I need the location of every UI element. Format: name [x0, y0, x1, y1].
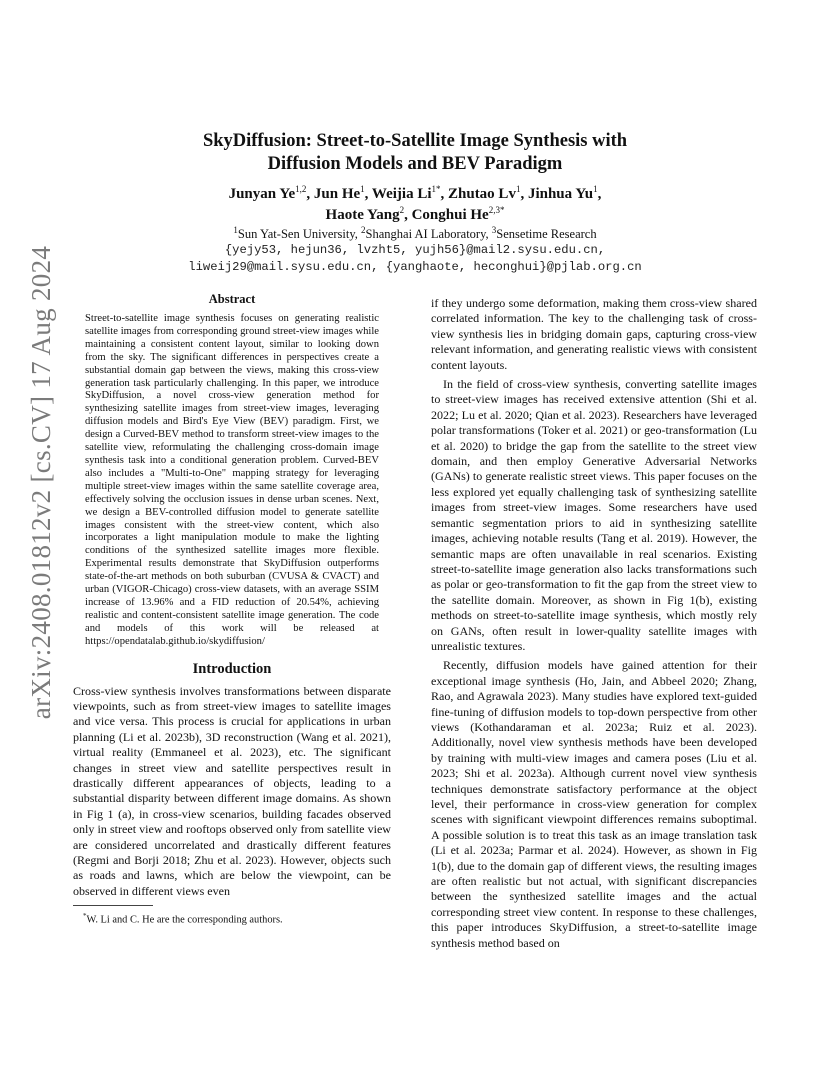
left-column — [73, 292, 391, 927]
author-list — [120, 184, 710, 226]
paper-title — [120, 130, 710, 176]
footnote-mark: * — [83, 912, 87, 921]
author-affil-mark: 2 — [399, 205, 405, 215]
author-separator: , — [597, 186, 602, 202]
author-name: Junyan Ye — [228, 186, 296, 202]
author-affil-mark: 1 — [360, 184, 365, 194]
author-separator: , — [306, 186, 314, 202]
footnote — [83, 910, 391, 926]
affiliations — [120, 226, 710, 243]
author-name: Weijia Li — [371, 186, 432, 202]
body-paragraph: In the field of cross-view synthesis, converting satellite images to street-view images has received extensive attention (Shi et al. 2022; Lu et al. 2020; Qian et al. 2023). Researchers have leveraged polar transformations (Toker et al. 2021) or geo-transformation (Lu et al. 2020) to bridge the gap from the satellite to the street view domain, and then employ Generative Adversarial Networks (GANs) to generate realistic street views. This paper focuses on the less explored yet equally challenging task of synthesizing satellite images from street-view images. Some researchers have used semantic segmentation priors to aid in synthesizing satellite images, achieving notable results (Tang et al. 2019). However, the semantic maps are often unavailable in real scenarios. Existing street-to-satellite image generation also lacks transformations such as polar or geo-transformation to fit the gap from the street view to the satellite domain. Moreover, as shown in Fig 1(b), existing methods on street-to-satellite image synthesis, which mostly rely on GANs, often result in lower-quality satellite images with unrealistic textures. — [431, 377, 757, 653]
author-name: Jun He — [313, 186, 361, 202]
author-line-1 — [120, 184, 710, 205]
arxiv-identifier: arXiv:2408.01812v2 [cs.CV] 17 Aug 2024 — [26, 245, 57, 719]
body-paragraph: Recently, diffusion models have gained attention for their exceptional image synthesis (Ho, Jain, and Abbeel 2020; Zhang, Rao, and Agrawala 2023). Many studies have explored text-guided fine-tuning of diffusion models to top-down perspective from other views (Kothandaraman et al. 2023a; Ruiz et al. 2023). Additionally, novel view synthesis methods have been developed by training with multi-view images and camera poses (Liu et al. 2023; Shi et al. 2023a). Although current novel view synthesis techniques demonstrate satisfactory performance at the object level, their performance in cross-view generation for complex scenes with significant viewpoint differences remains suboptimal. A possible solution is to treat this task as an image translation task (Li et al. 2023a; Parmar et al. 2024). However, as shown in Fig 1(b), due to the domain gap of different views, the resulting images are often realistic but not actual, with significant discrepancies between the synthesized satellite images and the actual corresponding street view content. In response to these challenges, this paper introduces SkyDiffusion, a street-to-satellite image synthesis method based on — [431, 658, 757, 950]
affil-name: Sensetime Research — [496, 227, 597, 241]
author-separator: , — [440, 186, 448, 202]
body-paragraph: if they undergo some deformation, making them cross-view shared correlated information. The key to the challenging task of cross-view synthesis lies in bridging domain gaps, capturing cross-view relevant information, and generating realistic views with consistent content layouts. — [431, 296, 757, 372]
author-name: Haote Yang — [325, 207, 400, 223]
email-line-2: liweij29@mail.sysu.edu.cn, {yanghaote, heconghui}@pjlab.org.cn — [188, 260, 642, 274]
author-separator: , — [404, 207, 412, 223]
footnote-text: W. Li and C. He are the corresponding authors. — [86, 914, 283, 926]
abstract-text: Street-to-satellite image synthesis focuses on generating realistic satellite images from corresponding ground street-view images while maintaining a consistent content layout, similar to looking down from the sky. The significant differences in perspectives create a substantial domain gap between the views, making this cross-view generation task particularly challenging. In this paper, we introduce SkyDiffusion, a novel cross-view generation method for synthesizing satellite images from street-view images, leveraging diffusion models and Bird's Eye View (BEV) paradigm. First, we design a Curved-BEV method to transform street-view images to the satellite view, reformulating the challenging cross-domain image synthesis task into a conditional generation problem. Curved-BEV also includes a "Multi-to-One" mapping strategy for leveraging multiple street-view images within the same satellite coverage area, effectively solving the occlusion issues in dense urban scenes. Next, we design a BEV-controlled diffusion model to generate satellite images consistent with the street-view content, which also incorporates a light manipulation module to make the lighting conditions of the synthesized satellite images more flexible. Experimental results demonstrate that SkyDiffusion outperforms state-of-the-art methods on both suburban (CVUSA & CVACT) and urban (VIGOR-Chicago) cross-view datasets, with an average SSIM increase of 13.96% and a FID reduction of 20.54%, achieving realistic and content-consistent satellite image generation. The code and models of this work will be released at https://opendatalab.github.io/skydiffusion/ — [85, 313, 379, 647]
author-affil-mark: 2,3* — [488, 205, 505, 215]
affil-mark: 1 — [233, 224, 238, 235]
author-affil-mark: 1 — [593, 184, 598, 194]
author-name: Conghui He — [411, 207, 489, 223]
footnote-rule — [73, 905, 153, 906]
author-name: Jinhua Yu — [527, 186, 594, 202]
right-column — [431, 296, 757, 951]
arxiv-identifier-sidebar — [21, 245, 63, 719]
author-affil-mark: 1 — [515, 184, 521, 194]
introduction-paragraph: Cross-view synthesis involves transformations between disparate viewpoints, such as from street-view images to satellite images and vice versa. This process is crucial for applications in urban planning (Li et al. 2023b), 3D reconstruction (Wang et al. 2021), virtual reality (Emmaneel et al. 2023), etc. The significant changes in street view and satellite perspectives result in drastically different appearances of objects, leading to a substantial disparity between different image domains. As shown in Fig 1 (a), in cross-view scenarios, building facades observed only in street view and rooftops observed only from satellite view are considered uncorrelated and drastically different features (Regmi and Borji 2018; Zhu et al. 2023). However, objects such as roads and lawns, which are below the viewpoint, can be observed in different views even — [73, 683, 391, 898]
affil-name: Shanghai AI Laboratory, — [365, 227, 492, 241]
title-line-1: SkyDiffusion: Street-to-Satellite Image Synthesis with — [202, 131, 628, 151]
affil-name: Sun Yat-Sen University, — [237, 227, 362, 241]
author-separator: , — [364, 186, 372, 202]
author-affil-mark: 1* — [431, 184, 441, 194]
author-name: Zhutao Lv — [448, 186, 516, 202]
introduction-heading: Introduction — [192, 660, 272, 677]
author-emails — [120, 242, 710, 276]
affil-mark: 3 — [491, 224, 497, 235]
author-separator: , — [520, 186, 528, 202]
abstract-heading: Abstract — [208, 292, 256, 306]
title-line-2: Diffusion Models and BEV Paradigm — [267, 154, 563, 174]
affil-mark: 2 — [361, 224, 366, 235]
author-affil-mark: 1,2 — [295, 184, 307, 194]
author-line-2 — [120, 205, 710, 226]
email-line-1: {yejy53, hejun36, lvzht5, yujh56}@mail2.sysu.edu.cn, — [224, 243, 606, 257]
